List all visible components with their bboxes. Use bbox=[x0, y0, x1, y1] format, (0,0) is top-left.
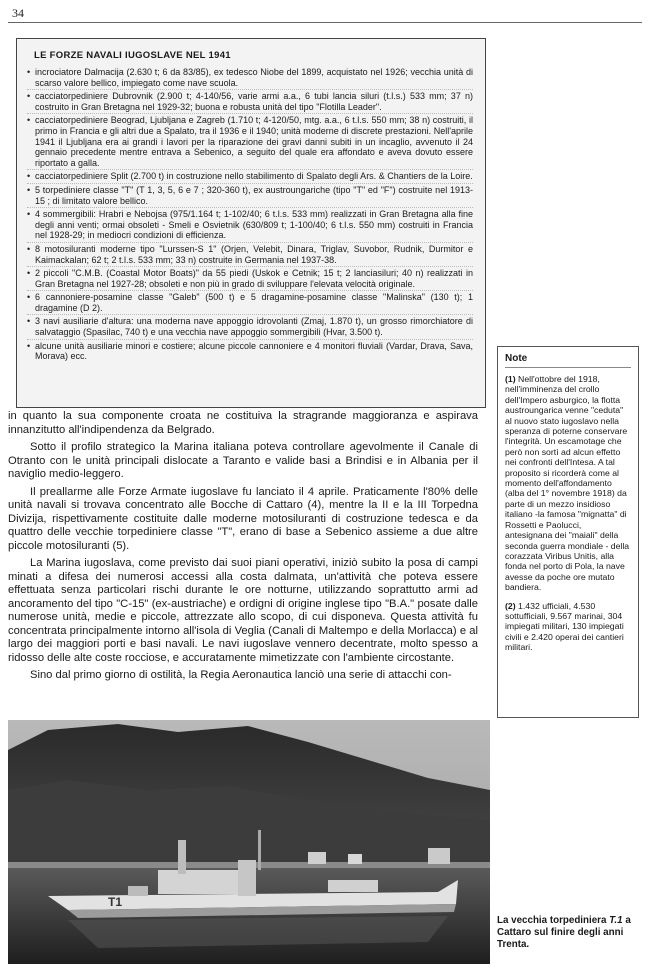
caption-prefix: La vecchia torpediniera bbox=[497, 915, 610, 926]
note-text: Nell'ottobre del 1918, nell'imminenza del crollo dell'Impero asburgico, la flotta austroungarica venne "ceduta" al nuovo stato iugoslavo nella speranza di poterne conservare l'integrità. Un escamotage che però non sortì ad alcun effetto nei confronti dell'Intesa. A tal proposito si ricorderà come al momento dell'affondamento (alba del 1° novembre 1918) da parte di un mezzo insidioso italiano -la famosa "mignatta" di Rossetti e Paolucci, antesignana dei "maiali" della seconda guerra mondiale - della corazzata Viribus Unitis, alla fonda nel porto di Pola, la nave avesse da poche ore mutato bandiera. bbox=[505, 374, 630, 593]
body-paragraph: Il preallarme alle Forze Armate iugoslave fu lanciato il 4 aprile. Praticamente l'80% delle unità navali si trovava concentrato alle Bocche di Cattaro (4), mentre la II e la III Torpedna Divizija, rispettivamente costituite dalle moderne motosiluranti di costruzione tedesca e da quattro delle vecchie torpediniere classe "T", erano di base a Sebenico assieme a due altre piccole motosiluranti (5). bbox=[8, 485, 478, 552]
caption-suffix: a Cattaro sul finire degli anni Trenta. bbox=[497, 915, 631, 950]
note-marker: (2) bbox=[505, 600, 516, 611]
torpedo-boat-photo bbox=[8, 720, 490, 964]
note-2 bbox=[505, 601, 631, 653]
notes-box bbox=[497, 346, 639, 718]
fleet-list bbox=[27, 67, 473, 363]
body-paragraph: Sotto il profilo strategico la Marina italiana poteva controllare agevolmente il Canale di Otranto con le unità principali dislocate a Taranto e valide basi a Brindisi e in Albania per il naviglio medio-leggero. bbox=[8, 441, 478, 480]
body-paragraph: in quanto la sua componente croata ne costituiva la stragrande maggioranza e aspirava innanzitutto all'indipendenza da Belgrado. bbox=[8, 410, 478, 436]
notes-title: Note bbox=[505, 353, 631, 368]
header-rule bbox=[8, 22, 642, 23]
fleet-item-motor-torpedo-boats: • 8 motosiluranti moderne tipo "Lurssen-S 1" (Orjen, Velebit, Dinara, Triglav, Suvobor, Rudnik, Durmitor e Kaimackalan; 62 t; 2 t.l.s. 533 mm; 33 n) costruite in Germania nel 1937-38. bbox=[27, 244, 473, 267]
fleet-item-split: • cacciatorpediniere Split (2.700 t) in costruzione nello stabilimento di Spalato degli Ars. & Chantiers de la Loire. bbox=[27, 171, 473, 184]
hull-marking-text: T1 bbox=[108, 895, 123, 909]
page-number: 34 bbox=[12, 6, 24, 20]
fleet-item-minelayers: • 6 cannoniere-posamine classe "Galeb" (500 t) e 5 dragamine-posamine classe "Malinska" (130 t); 1 dragamine (D 2). bbox=[27, 292, 473, 315]
note-1 bbox=[505, 374, 631, 593]
fleet-sidebar-box bbox=[16, 38, 486, 408]
body-text bbox=[8, 410, 478, 687]
fleet-item-cruiser: • incrociatore Dalmacija (2.630 t; 6 da 83/85), ex tedesco Niobe del 1899, acquistato nel 1926; vecchia unità di scarso valore bellico, impiegato come nave scuola. bbox=[27, 67, 473, 90]
note-text: 1.432 ufficiali, 4.530 sottufficiali, 9.567 marinai, 304 impiegati militari, 130 impiegati civili e 2.420 operai dei cantieri militari. bbox=[505, 600, 624, 653]
photo-caption bbox=[497, 915, 642, 951]
fleet-item-submarines: • 4 sommergibili: Hrabri e Nebojsa (975/1.164 t; 1-102/40; 6 t.l.s. 533 mm) realizzati in Gran Bretagna alla fine degli anni venti; ormai obsoleti - Smeli e Osvietnik (630/809 t; 1-100/40; 6 t.l.s. 550 mm) costruiti in Francia nel 1928-29; in mediocri condizioni di efficienza. bbox=[27, 209, 473, 243]
body-paragraph: Sino dal primo giorno di ostilità, la Regia Aeronautica lanciò una serie di attacchi con- bbox=[30, 669, 452, 681]
fleet-item-beograd-class: • cacciatorpediniere Beograd, Ljubljana e Zagreb (1.710 t; 4-120/50, mtg. a.a., 6 t.l.s. 550 mm; 38 n) costruiti, il primo in Francia e gli altri due a Spalato, tra il 1936 e il 1940; unità moderne di discrete prestazioni. Nell'aprile 1941 il Ljubljana era ai grandi i lavori per la riparazione dei gravi danni subiti in un incaglio, avvenuto il 24 gennaio precedente mentre entrava a Sebenico, a seguito del quale era affondato e aveva dovuto essere riportato a galla. bbox=[27, 115, 473, 170]
caption-ship: T.1 bbox=[609, 915, 623, 926]
fleet-item-dubrovnik: • cacciatorpediniere Dubrovnik (2.900 t; 4-140/56, varie armi a.a., 6 tubi lancia siluri (t.l.s.) 533 mm; 37 n) costruito in Gran Bretagna nel 1929-32; buona e robusta unità del tipo "Flotilla Leader". bbox=[27, 91, 473, 114]
body-paragraph: La Marina iugoslava, come previsto dai suoi piani operativi, iniziò subito la posa di campi minati a difesa dei numerosi accessi alla costa dalmata, un'attività che poteva essere effettuata senza particolari rischi durante le ore notturne, utilizzando soprattutto armi ad ancoramento del tipo "C-15" (ex-austriache) e ordigni di origine inglese tipo "B.A." posate dalle numerose unità, medie e piccole, attrezzate allo scopo, di cui disponeva. Questa attività fu concentrata principalmente intorno all'isola di Veglia (Canali di Maltempo e della Morlacca) e al largo dei maggiori porti e basi navali. Le navi iugoslave vennero decentrate, molto spesso a ridosso delle alte coste rocciose, e accuratamente mimetizzate con l'ambiente circostante. bbox=[8, 557, 478, 664]
fleet-box-title: LE FORZE NAVALI IUGOSLAVE NEL 1941 bbox=[34, 50, 231, 61]
fleet-item-cmb: • 2 piccoli "C.M.B. (Coastal Motor Boats)" da 55 piedi (Uskok e Cetnik; 15 t; 2 lanciasiluri; 40 n) realizzati in Gran Bretagna nel 1927-28; obsoleti e non più in grado di sviluppare l'elevata velocità originale. bbox=[27, 268, 473, 291]
fleet-item-torpedo-boats: • 5 torpediniere classe "T" (T 1, 3, 5, 6 e 7 ; 320-360 t), ex austroungariche (tipo "T" ed "F") costruite nel 1913-15 ; di limitato valore bellico. bbox=[27, 185, 473, 208]
fleet-item-minor-units: • alcune unità ausiliarie minori e costiere; alcune piccole cannoniere e 4 monitori fluviali (Vardar, Drava, Sava, Morava) ecc. bbox=[27, 341, 473, 363]
fleet-item-auxiliaries: • 3 navi ausiliarie d'altura: una moderna nave appoggio idrovolanti (Zmaj, 1.870 t), un grosso rimorchiatore di salvataggio (Spasilac, 740 t) e una vecchia nave appoggio sommergibili (Hvar, 3.500 t). bbox=[27, 316, 473, 339]
note-marker: (1) bbox=[505, 374, 516, 384]
